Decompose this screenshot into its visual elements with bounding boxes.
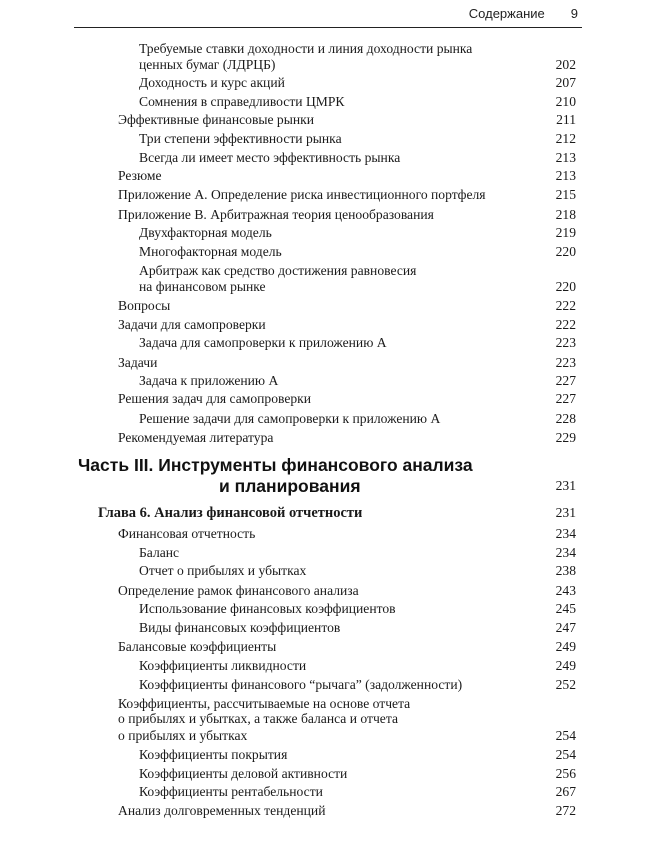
toc-entry-title: Коэффициенты покрытия (139, 747, 288, 762)
toc-entry-title: Определение рамок финансового анализа (118, 583, 359, 598)
header-rule (74, 27, 582, 28)
toc-entry-page: 238 (555, 563, 576, 578)
toc-entry-title: Анализ долговременных тенденций (118, 803, 326, 818)
toc-entry-page: 231 (555, 505, 576, 520)
toc-entry-title: Глава 6. Анализ финансовой отчетности (98, 505, 363, 521)
toc-entry-page: 207 (555, 75, 576, 90)
toc-entry-title: Три степени эффективности рынка (139, 131, 342, 146)
toc-entry-page: 267 (555, 784, 576, 799)
toc-entry-page: 219 (555, 225, 576, 240)
toc-entry-page: 234 (555, 545, 576, 560)
toc-entry-page: 223 (555, 355, 576, 370)
toc-entry-title: Отчет о прибылях и убытках (139, 563, 307, 578)
header-title: Содержание (468, 6, 545, 21)
toc-entry-page: 247 (555, 620, 576, 635)
toc-entry-title: Решение задачи для самопроверки к приложению А (139, 411, 441, 426)
toc-entry-page: 223 (555, 335, 576, 350)
toc-entry-title: и планирования (219, 476, 361, 496)
toc-entry-title: Вопросы (118, 298, 171, 313)
toc-entry-title: Двухфакторная модель (139, 225, 272, 240)
toc-entry-page: 222 (555, 317, 576, 332)
toc-entry-page: 227 (555, 373, 576, 388)
toc-entry-title: Резюме (118, 168, 162, 183)
toc-entry-page: 243 (555, 583, 576, 598)
toc-entry-title: Использование финансовых коэффициентов (139, 601, 396, 616)
toc-entry-title: Решения задач для самопроверки (118, 391, 312, 406)
toc-entry-title: Баланс (139, 545, 180, 560)
toc-entry-page: 245 (555, 601, 576, 616)
toc-entry-page: 228 (555, 411, 576, 426)
toc-entry-title: на финансовом рынке (139, 279, 266, 294)
toc-entry-title: Коэффициенты рентабельности (139, 784, 323, 799)
toc-entry-page: 234 (555, 526, 576, 541)
header-page-number: 9 (570, 6, 578, 21)
toc-entry-title: Многофакторная модель (139, 244, 282, 259)
running-header (469, 6, 578, 21)
toc-entry-page: 222 (555, 298, 576, 313)
toc-entry-page: 210 (555, 94, 576, 109)
toc-entry-title: Всегда ли имеет место эффективность рынка (139, 150, 401, 165)
toc-entry-title: ценных бумаг (ЛДРЦБ) (139, 57, 276, 72)
toc-entry-title: Коэффициенты финансового “рычага” (задолженности) (139, 677, 463, 692)
toc-entry-page: 249 (555, 639, 576, 654)
toc-entry-title: Доходность и курс акций (139, 75, 285, 90)
toc-entry-title: Эффективные финансовые рынки (118, 112, 315, 127)
toc-entry-title: Сомнения в справедливости ЦМРК (139, 94, 345, 109)
toc-entry-page: 229 (555, 430, 576, 445)
toc-entry-page: 213 (555, 168, 576, 183)
toc-entry-title: Задачи для самопроверки (118, 317, 266, 332)
toc-entry-title: Коэффициенты, рассчитываемые на основе отчета (118, 696, 411, 711)
toc-entry-title: Финансовая отчетность (118, 526, 256, 541)
toc-entry-title: Приложение А. Определение риска инвестиционного портфеля (118, 187, 486, 202)
toc-entry-title: Задача к приложению А (139, 373, 279, 388)
toc-entry-page: 220 (555, 279, 576, 294)
toc-entry-page: 254 (555, 728, 576, 743)
toc-entry-title: Коэффициенты ликвидности (139, 658, 307, 673)
toc-entry-title: Требуемые ставки доходности и линия доходности рынка (139, 41, 473, 56)
toc-entry-title: Рекомендуемая литература (118, 430, 274, 445)
toc-entry-page: 220 (555, 244, 576, 259)
toc-entry-title: Арбитраж как средство достижения равновесия (139, 263, 417, 278)
toc-entry-title: Виды финансовых коэффициентов (139, 620, 341, 635)
toc-entry-title: Задачи (118, 355, 158, 370)
toc-entry-page: 256 (555, 766, 576, 781)
toc-entry-title: Коэффициенты деловой активности (139, 766, 348, 781)
toc-entry-title: Балансовые коэффициенты (118, 639, 277, 654)
toc-entry-title: Задача для самопроверки к приложению А (139, 335, 387, 350)
toc-entry-page: 213 (555, 150, 576, 165)
toc-entry-page: 272 (555, 803, 576, 818)
toc-entry-page: 227 (555, 391, 576, 406)
toc-entry-page: 231 (555, 478, 576, 493)
toc-entry-title: о прибылях и убытках, а также баланса и отчета (118, 711, 398, 726)
toc-entry-page: 252 (555, 677, 576, 692)
toc-entry-page: 254 (555, 747, 576, 762)
toc-entry-title: Приложение В. Арбитражная теория ценообразования (118, 207, 434, 222)
toc-entry-page: 211 (556, 112, 576, 127)
toc-entry-page: 212 (555, 131, 576, 146)
toc-entry-page: 218 (555, 207, 576, 222)
toc-entry-title: Часть III. Инструменты финансового анализа (78, 455, 473, 475)
toc-entry-page: 215 (555, 187, 576, 202)
toc-entry-page: 249 (555, 658, 576, 673)
toc-entry-page: 202 (555, 57, 576, 72)
toc-entry-title: о прибылях и убытках (118, 728, 248, 743)
